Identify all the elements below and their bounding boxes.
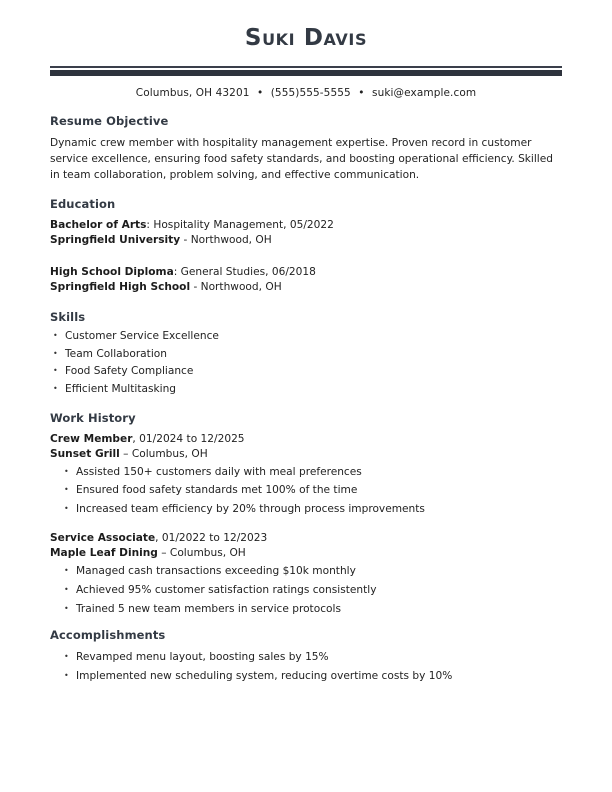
section-title-work-history: Work History xyxy=(50,410,136,425)
section-title-skills: Skills xyxy=(50,310,86,325)
list-item: • Ensured food safety standards met 100% of the time xyxy=(63,485,562,496)
section-education xyxy=(50,197,562,295)
section-accomplishments xyxy=(50,628,562,681)
section-title-accomplishments: Accomplishments xyxy=(50,628,166,643)
section-work-history xyxy=(50,411,562,615)
divider-thick-line xyxy=(50,70,562,76)
education-school-line xyxy=(50,233,562,248)
education-school-details: - Northwood, OH xyxy=(190,281,282,294)
work-job-title: Crew Member xyxy=(50,432,133,445)
skills-list xyxy=(52,331,562,394)
work-title-line xyxy=(50,432,562,447)
list-item: • Managed cash transactions exceeding $10k monthly xyxy=(63,566,562,577)
education-degree-details: : General Studies, 06/2018 xyxy=(173,266,316,279)
education-degree-line xyxy=(50,218,562,233)
work-job-title: Service Associate xyxy=(50,532,156,545)
work-location: – Columbus, OH xyxy=(157,547,246,560)
contact-separator-1: • xyxy=(256,86,264,99)
contact-line xyxy=(50,87,562,99)
education-entry xyxy=(50,218,562,248)
list-item: • Team Collaboration xyxy=(52,349,562,360)
list-item: • Achieved 95% customer satisfaction ratings consistently xyxy=(63,585,562,596)
list-item: • Food Safety Compliance xyxy=(52,366,562,377)
work-bullets-list xyxy=(63,566,562,614)
header-divider xyxy=(50,66,562,76)
education-degree: High School Diploma xyxy=(50,266,174,279)
list-item: • Revamped menu layout, boosting sales by 15% xyxy=(63,652,562,663)
education-degree-details: : Hospitality Management, 05/2022 xyxy=(146,219,334,232)
work-company-line xyxy=(50,447,562,462)
work-company: Maple Leaf Dining xyxy=(50,547,158,560)
contact-location: Columbus, OH 43201 xyxy=(135,86,250,99)
accomplishments-list xyxy=(63,652,562,681)
education-school: Springfield University xyxy=(50,234,181,247)
work-title-line xyxy=(50,531,562,546)
work-dates: , 01/2022 to 12/2023 xyxy=(155,532,268,545)
list-item: • Implemented new scheduling system, reducing overtime costs by 10% xyxy=(63,671,562,682)
education-school-line xyxy=(50,280,562,295)
list-item: • Increased team efficiency by 20% through process improvements xyxy=(63,504,562,515)
section-resume-objective xyxy=(50,114,562,183)
list-item: • Assisted 150+ customers daily with meal preferences xyxy=(63,467,562,478)
education-school-details: - Northwood, OH xyxy=(180,234,272,247)
work-company: Sunset Grill xyxy=(50,447,120,460)
list-item: • Trained 5 new team members in service protocols xyxy=(63,604,562,615)
work-bullets-list xyxy=(63,467,562,515)
work-entry xyxy=(50,531,562,614)
work-location: – Columbus, OH xyxy=(119,447,208,460)
work-company-line xyxy=(50,546,562,561)
work-entry xyxy=(50,432,562,515)
objective-text: Dynamic crew member with hospitality management expertise. Proven record in customer service excellence, ensuring food safety standards, and boosting operational efficiency. Skilled in team collaboration, problem solving, and effective communication. xyxy=(50,136,553,181)
education-school: Springfield High School xyxy=(50,281,191,294)
work-dates: , 01/2024 to 12/2025 xyxy=(132,432,245,445)
education-entry xyxy=(50,265,562,295)
section-title-objective: Resume Objective xyxy=(50,113,169,128)
section-skills xyxy=(50,310,562,394)
section-title-education: Education xyxy=(50,197,116,212)
list-item: • Efficient Multitasking xyxy=(52,384,562,395)
contact-separator-2: • xyxy=(358,86,365,99)
education-degree: Bachelor of Arts xyxy=(50,219,147,232)
list-item: • Customer Service Excellence xyxy=(52,331,562,342)
contact-email: suki@example.com xyxy=(372,86,477,99)
contact-phone: (555)555-5555 xyxy=(270,86,351,99)
education-degree-line xyxy=(50,265,562,280)
page-title: Suki Davis xyxy=(244,25,368,51)
